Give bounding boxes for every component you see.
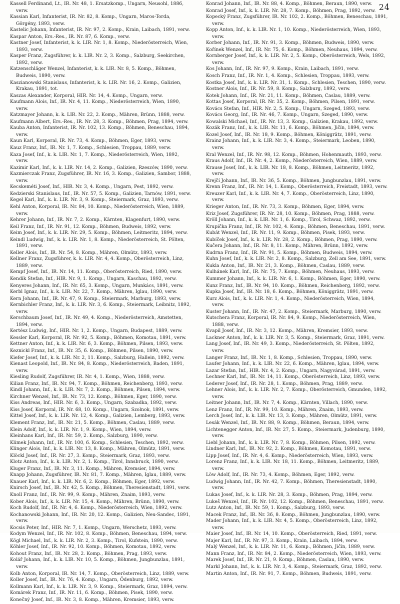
list-entry: Kazimir Karl, Inf., k. k. LIR. Nr. 14, 2. Komp., Galizien, Rzeszów, 1890, verw.: [10, 165, 188, 171]
list-entry: Kozel Josef, Inf., IR. Nr. 18, 9. Komp., Böhmen, Königgrätz, 1891, verw.: [206, 132, 372, 138]
list-entry: Krainz Johann, Inf., k. k. LIR. Nr. 3, 4. Komp., Steiermark, Leoben, 1890, verw.: [206, 139, 376, 152]
list-entry: Kreuzer Karl, Inf., k. k. LIR. Nr. 4, 7. Komp., Oberösterreich, Linz, 1890, verw.: [206, 191, 375, 204]
list-entry: Kupka Josef, Inf., IR. Nr. 18, 6. Komp., Böhmen, Königgrätz, 1891, verw.: [206, 290, 374, 296]
list-entry: Kaza Josef, Inf., k. k. LIR. Nr. 1, 7. Komp., Niederösterreich, Wien, 1892, verw.: [10, 152, 179, 165]
list-entry: Korber Johann, Inf., IR. Nr. 91, 3. Komp., Böhmen, Budweis, 1890, verw.: [206, 41, 375, 47]
list-entry: Macek Franz, Inf., IR. Nr. 36, 8. Komp., Böhmen, Jungbunzlau, 1890, verw.: [206, 512, 381, 518]
list-entry: Keim Josef, Inf., k. k. LIR. Nr. 29, 5. Komp., Böhmen, Leitmeritz, 1894, verw.: [10, 231, 188, 237]
list-entry: Kozák Franz, Inf., k. k. LIR. Nr. 11, 6. Komp., Böhmen, Jičín, 1894, verw.: [206, 126, 375, 132]
list-entry: Kořínek Wenzel, Inf., IR. Nr. 75, 6. Komp., Böhmen, Neuhaus, 1894, verw.: [206, 47, 378, 53]
list-entry: Mann Franz, Inf., IR. Nr. 84, 2. Komp., Niederösterreich, Wien, 1893, verw.: [206, 551, 382, 557]
list-entry: Kehl Anton, Korporal, IR. Nr. 84, 10. Komp., Niederösterreich, Wien, 1889, verw.: [10, 204, 185, 217]
list-entry: Konečný Josef, Inf., IR. Nr. 3, 8. Komp., Mähren, Kremsier, 1893, verw.: [10, 597, 175, 603]
list-entry: Klinger Alois, Inf., k. k. LIR. Nr. 13, 8. Komp., Mähren, Olmütz, 1891, verw.: [10, 447, 186, 453]
list-entry: Klimek Johann, Inf., IR. Nr. 100, 6. Komp., Schlesien, Teschen, 1892, verw.: [10, 440, 184, 446]
list-entry: Katzmayer Johann, k. k. LIR. Nr. 22, 2. Komp., Mähren, Brünn, 1888, verw.: [10, 113, 185, 119]
list-entry: Martin Anton, Inf., IR. Nr. 91, 7. Komp., Böhmen, Budweis, 1891, verw.: [206, 571, 372, 577]
list-entry: Katzenschläger Wenzel, Infanterist, k. k. LIR. Nr. 8, 5. Komp., Böhmen, Budweis, 1890, verw.: [10, 67, 176, 80]
list-entry: Kulhánek Karl, Inf., IR. Nr. 75, 7. Komp., Böhmen, Neuhaus, 1893, verw.: [206, 270, 375, 276]
columns: [10, 2, 388, 603]
list-entry: Lipp Josef, Inf., IR. Nr. 4, 6. Komp., Niederösterreich, Wien, 1893, verw.: [206, 453, 374, 459]
list-entry: Kolb Anton, Korporal, IR. Nr. 14, 7. Komp., Oberösterreich, Linz, 1889, verw.: [10, 571, 190, 577]
list-entry: Maier Josef, Inf., IR. Nr. 14, 10. Komp., Oberösterreich, Ried, 1891, verw.: [206, 532, 378, 538]
list-entry: Kendik Stefan, Inf., HIR. Nr. 9, 1. Komp., Ungarn, Kaschau, 1892, verw.: [10, 276, 177, 282]
list-entry: Kochanowski Johann, Inf., IR. Nr. 20, 12. Komp., Galizien, Neu-Sandec, 1891, verw.: [10, 512, 191, 525]
list-entry: Krieger Anton, Inf., IR. Nr. 73, 3. Komp., Böhmen, Eger, 1894, verw.: [206, 204, 365, 210]
list-entry: Kern Johann, Inf., IR. Nr. 47, 9. Komp., Steiermark, Marburg, 1893, verw.: [10, 296, 182, 302]
list-entry: Kaun Karl, Korporal, IR. Nr. 73, 4. Komp., Böhmen, Eger, 1893, verw.: [10, 139, 172, 145]
list-entry: Lazar Stefan, Inf., HIR. Nr. 4, 2. Komp., Ungarn, Nagyvárad, 1891, verw.: [206, 368, 376, 374]
list-entry: Kuhn Josef, Inf., k. k. LIR. Nr. 2, 8. Komp., Salzburg, Zell am See, 1891, verw.: [206, 257, 387, 263]
list-entry: Lechner Karl, Inf., IR. Nr. 14, 11. Komp., Oberösterreich, Linz, 1893, verw.: [206, 375, 381, 381]
list-entry: Majer Karl, Inf., IR. Nr. 97, 3. Komp., Krain, Laibach, 1894, verw.: [206, 538, 358, 544]
list-entry: Kriz Josef, Zugsführer, IR. Nr. 28, 10. Komp., Böhmen, Prag, 1888, verw.: [206, 211, 375, 217]
list-entry: Kopp Anton, Inf., k. k. LIR. Nr. 1, 10. Komp., Niederösterreich, Wien, 1893, verw.: [206, 28, 382, 40]
list-entry: Krenn Franz, Inf., IR. Nr. 14, 1. Komp., Oberösterreich, Freistadt, 1893, verw.: [206, 185, 388, 191]
list-entry: Kauz Franz, Inf., IR. Nr. 1, 7. Komp., Schlesien, Troppau, 1889, verw.: [10, 146, 172, 152]
list-entry: Kotek Johann, Inf., IR. Nr. 21, 11. Komp., Böhmen, Caslau, 1889, verw.: [206, 93, 371, 99]
list-entry: Koller Josef, Inf., IR. Nr. 76, 4. Komp., Ungarn, Ödenburg, 1892, verw.: [10, 578, 174, 584]
list-entry: Kögl Michael, Inf., k. k. LIR. Nr. 2, 3. Komp., Tirol, Kufstein, 1890, verw.: [10, 538, 179, 544]
list-entry: Kvapil Josef, Inf., IR. Nr. 3, 12. Komp., Mähren, Kremsier, 1893, verw.: [206, 329, 369, 335]
list-entry: Kaufmann Alois, Inf., IR. Nr. 4, 11. Komp., Niederösterreich, Wien, 1890, verw.: [10, 100, 181, 112]
list-entry: Kukla Anton, Inf., IR. Nr. 21, 3. Komp., Böhmen, Caslau, 1889, verw.: [206, 263, 366, 269]
list-entry: Koch Rudolf, Inf., IR. Nr. 4, 6. Komp., Niederösterreich, Wien, 1892, verw.: [10, 506, 183, 512]
list-entry: Kornberger Josef, Inf., k. k. LIR. Nr. 2, 5. Komp., Oberösterreich, Wels, 1892, verw.: [206, 54, 386, 66]
list-entry: Lindner Karl, Inf., IR. Nr. 92, 2. Komp., Böhmen, Komotau, 1891, verw.: [206, 447, 372, 453]
list-entry: Kindl Johann, Inf., k. k. LIR. Nr. 7, 2. Komp., Böhmen, Pilsen, 1894, verw.: [10, 388, 181, 394]
list-entry: Kenyeres Johann, Inf., IR. Nr. 65, 3. Komp., Ungarn, Munkács, 1891, verw.: [10, 283, 184, 289]
list-entry: Kiefer Josef, Inf., k. k. LIR. Nr. 2, 11. Komp., Salzburg, Hallein, 1892, verw.: [10, 355, 185, 361]
list-entry: Kocsis Peter, Inf., HIR. Nr. 7, 1. Komp., Ungarn, Werschetz, 1893, verw.: [10, 525, 177, 531]
list-entry: Kernbichler Franz, Inf., k. k. LIR. Nr. 3, 6. Komp., Steiermark, Leibnitz, 1892, verw.: [10, 303, 191, 315]
list-entry: Kollmann Karl, Inf., k. k. LIR. Nr. 3, 9. Komp., Steiermark, Graz, 1894, verw.: [10, 584, 188, 590]
list-entry: Kodym Wenzel, Inf., IR. Nr. 102, 8. Komp., Böhmen, Beneschau, 1894, verw.: [10, 532, 188, 538]
list-entry: Keller Alois, Inf., IR. Nr. 54, 8. Komp., Mähren, Olmütz, 1893, verw.: [10, 250, 168, 256]
list-entry: Kiesling Rudolf, Zugsführer, IR. Nr. 4, 1. Komp., Wien, 1888, verw.: [10, 375, 165, 381]
list-entry: Lang Josef, Inf., IR. Nr. 49, 3. Komp., Niederösterreich, St. Pölten, 1892, verw.: [206, 342, 375, 354]
list-entry: Kegel Karl, Inf., k. k. LIR. Nr. 3, 9. Komp., Steiermark, Graz, 1893, verw.: [10, 198, 179, 204]
list-entry: Kolář Johann, Inf., k. k. LIR. Nr. 10, 5. Komp., Böhmen, Jungbunzlau, 1891, verw.: [10, 558, 185, 571]
list-entry: Krejčí Johann, Inf., IR. Nr. 36, 5. Komp., Böhmen, Jungbunzlau, 1891, verw.: [206, 178, 382, 184]
list-entry: Kos Johann, Inf., IR. Nr. 97, 9. Komp., Krain, Laibach, 1891, verw.: [206, 67, 359, 73]
list-entry: Kaufmann Albert, Ers.-Res., IR. Nr. 28, 3. Komp., Böhmen, Prag, 1894, verw.: [10, 119, 189, 125]
list-entry: Kellner Franz, Zugsführer, k. k. LIR. Nr. 4, 4. Komp., Oberösterreich, Linz, 1889, verw.: [10, 257, 184, 269]
list-entry: Kaszas Alexander, Korporal, HIR. Nr. 14, 4. Komp., Ungarn, verw.: [10, 93, 163, 99]
list-entry: Lukas Josef, Inf., k. k. LIR. Nr. 28, 3. Komp., Böhmen, Prag, 1894, verw.: [206, 493, 373, 499]
list-entry: Kassell Ferdinand, Lt., IR. Nr. 48, 1. Ersatzkomp., Ungarn, Neusohl, 1886, verw.: [10, 2, 184, 14]
list-entry: Krause Josef, Inf., k. k. LIR. Nr. 18, 8. Komp., Böhmen, Leitmeritz, 1892, verw.: [206, 165, 375, 178]
list-entry: Lenz Franz, Inf., IR. Nr. 99, 10. Komp., Mähren, Znaim, 1893, verw.: [206, 407, 364, 413]
list-entry: Kudrna Franz, Inf., IR. Nr. 91, 5. Komp., Böhmen, Budweis, 1894, verw.: [206, 250, 373, 256]
list-entry: Kopecký Franz, Zugsführer, IR. Nr. 102, 2. Komp., Böhmen, Beneschau, 1891, verw.: [206, 15, 388, 27]
list-entry: Kiss Josef, Korporal, IR. Nr. 68, 10. Komp., Ungarn, Szolnok, 1891, verw.: [10, 407, 180, 413]
list-entry: Kempf Josef, Inf., IR. Nr. 14, 11. Komp., Oberösterreich, Ried, 1890, verw.: [10, 270, 183, 276]
list-entry: Knirsch Josef, Inf., IR. Nr. 42, 5. Komp., Böhmen, Theresienstadt, 1891, verw.: [10, 486, 191, 492]
list-entry: Kučera Johann, Inf., IR. Nr. 8, 11. Komp., Mähren, Brünn, 1892, verw.: [206, 244, 369, 250]
list-entry: Kienast Leopold, Inf., IR. Nr. 84, 8. Komp., Niederösterreich, Baden, 1891, verw.: [10, 362, 185, 374]
list-entry: Kluger Franz, Inf., IR. Nr. 3, 11. Komp., Mähren, Kremsier, 1894, verw.: [10, 466, 176, 472]
list-entry: Kuster Johann, Inf., IR. Nr. 47, 2. Komp., Steiermark, Marburg, 1890, verw.: [206, 309, 382, 315]
list-entry: Kerbl Ignaz, Inf., k. k. LIR. Nr. 22, 7. Komp., Mähren, Iglau, 1890, verw.: [10, 290, 178, 296]
list-entry: Lackner Anton, Inf., k. k. LIR. Nr. 3, 5. Komp., Steiermark, Graz, 1891, verw.: [206, 335, 385, 341]
list-entry: Knapp Johann, Zugsführer, IR. Nr. 81, 7. Komp., Mähren, Iglau, 1889, verw.: [10, 473, 187, 479]
list-entry: Kilian Franz, Inf., IR. Nr. 94, 7. Komp., Böhmen, Reichenberg, 1893, verw.: [10, 381, 183, 387]
list-entry: Kostka Josef, Inf., k. k. LIR. Nr. 31, 1. Komp., Schlesien, Teschen, 1890, verw.: [206, 80, 386, 86]
list-entry: Klein Adolf, Inf., k. k. LIR. Nr. 1, 9. Komp., Wien, 1894, verw.: [10, 427, 152, 433]
list-entry: Kertész Ludwig, Inf., HIR. Nr. 1, 2. Komp., Ungarn, Budapest, 1889, verw.: [10, 329, 183, 335]
list-entry: Mader Johann, Inf., k. k. LIR. Nr. 4, 5. Komp., Oberösterreich, Linz, 1892, verw.: [206, 519, 378, 531]
list-entry: Kassian Karl, Infanterist, IR. Nr. 82, 8. Komp., Ungarn, Maros-Torda, Görgény, 1893, verw.: [10, 15, 171, 27]
list-entry: Kubíček Josef, Inf., k. k. LIR. Nr. 28, 2. Komp., Böhmen, Prag, 1890, verw.: [206, 237, 378, 243]
list-entry: Lutz Anton, Inf., IR. Nr. 59, 1. Komp., Salzburg, 1893, verw.: [206, 506, 346, 512]
list-entry: Leitner Johann, Inf., IR. Nr. 7, 4. Komp., Kärnten, Villach, 1890, verw.: [206, 401, 369, 407]
list-entry: Kirchner Wenzel, Inf., IR. Nr. 73, 12. Komp., Böhmen, Eger, 1890, verw.: [10, 394, 177, 400]
left-column: [10, 2, 192, 603]
list-entry: Lorenz Franz, Inf., k. k. LIR. Nr. 18, 11. Komp., Böhmen, Leitmeritz, 1889, verw.: [206, 460, 380, 472]
list-entry: Kröll Johann, Inf., k. k. LIR. Nr. 1, 6. Komp., Tirol, Schwaz, 1892, verw.: [206, 218, 371, 224]
list-entry: Kunz Franz, Inf., IR. Nr. 94, 10. Komp., Böhmen, Reichenberg, 1892, verw.: [206, 283, 380, 289]
list-entry: Kummer Johann, Inf., k. k. LIR. Nr. 6, 1. Komp., Böhmen, Eger, 1890, verw.: [206, 276, 381, 282]
list-entry: Lerch Josef, Inf., k. k. LIR. Nr. 13, 3. Komp., Mähren, Olmütz, 1891, verw.: [206, 414, 378, 420]
list-entry: Kastner Josef, Infanterist, k. k. LIR. Nr. 1, 8. Komp., Niederösterreich, Wien, 1893, verw.: [10, 41, 189, 53]
list-entry: Keindl Ludwig, Inf., k. k. LIR. Nr. 1, 8. Komp., Niederösterreich, St. Pölten, 1891, verw.: [10, 237, 185, 250]
list-entry: Kowalski Michael, Inf., IR. Nr. 13, 3. Komp., Galizien, Krakau, 1892, verw.: [206, 119, 379, 125]
list-entry: Kastelic Johann, Infanterist, IR. Nr. 97, 2. Komp., Krain, Laibach, 1891, verw.: [10, 28, 190, 34]
list-entry: Kauba Anton, Infanterist, IR. Nr. 102, 13. Komp., Böhmen, Beneschau, 1894, verw.: [10, 126, 190, 138]
list-entry: Kober Alois, Inf., k. k. LIR. Nr. 15, 4. Komp., Mähren, Brünn, 1890, verw.: [10, 499, 180, 505]
list-entry: Kaspar Anton, Ers.-Res., IR. Nr. 87, 6. Komp., verw.: [10, 34, 131, 40]
list-entry: Markl Johann, Inf., k. k. LIR. Nr. 3, 4. Komp., Steiermark, Graz, 1892, verw.: [206, 565, 382, 571]
list-entry: Kazmierczak Franz, Zugsführer, IR. Nr. 16, 3. Komp., Galizien, Sambor, 1888, verw.: [10, 172, 192, 184]
list-entry: Keznickl Franz, Inf., IR. Nr. 35, 6. Komp., Böhmen, Pilsen, 1890, verw.: [10, 348, 174, 354]
list-entry: Kaszianowski Stanislaus, Infanterist, k. k. LIR. Nr. 16, 2. Komp., Galizien, Krakau, 1891, tot.: [10, 80, 182, 93]
list-entry: Kottas Josef, Korporal, IR. Nr. 35, 2. Komp., Böhmen, Pilsen, 1891, verw.: [206, 100, 375, 106]
list-entry: Kittel Josef, Inf., k. k. LIR. Nr. 12, 4. Komp., Galizien, Lemberg, 1893, verw.: [10, 414, 186, 420]
list-entry: Knoll Franz, Inf., IR. Nr. 99, 9. Komp., Mähren, Znaim, 1893, verw.: [10, 493, 166, 499]
list-entry: Lukeš Wenzel, Inf., IR. Nr. 102, 12. Komp., Böhmen, Beneschau, 1891, verw.: [206, 499, 384, 505]
list-entry: Keil Franz, Inf., IR. Nr. 91, 12. Komp., Böhmen, Budweis, 1892, verw.: [10, 224, 172, 230]
list-entry: Kasper Franz, Zugsführer, k. k. LIR. Nr. 2, 3. Komp., Salzburg, Seekirchen, 1892, verw.: [10, 54, 186, 66]
list-entry: Konrad Johann, Inf., IR. Nr. 88, 4. Komp., Böhmen, Beraun, 1890, verw.: [206, 2, 373, 7]
list-entry: Kral Wenzel, Inf., IR. Nr. 98, 12. Komp., Böhmen, Hohenmauth, 1893, verw.: [206, 152, 382, 158]
list-entry: Klöckl Josef, Inf., IR. Nr. 27, 3. Komp., Steiermark, Graz, 1893, verw.: [10, 453, 170, 459]
list-entry: Kecskeméti Josef, Inf., HIR. Nr. 3, 4. Komp., Ungarn, Pest, 1892, verw.: [10, 185, 174, 191]
list-entry: Komárek Franz, Inf., IR. Nr. 11, 6. Komp., Böhmen, Pisek, 1890, verw.: [10, 591, 173, 597]
list-entry: Kutschera Franz, Korporal, IR. Nr. 84, 9. Komp., Niederösterreich, Wien, 1888, verw.: [206, 316, 377, 328]
list-entry: Kiss Andreas, Inf., HIR. Nr. 6, 3. Komp., Ungarn, Szabadka, 1892, verw.: [10, 401, 178, 407]
list-entry: Kovács Stefan, Inf., HIR. Nr. 2, 5. Komp., Ungarn, Szeged, 1893, verw.: [206, 106, 371, 112]
list-entry: Klotz Anton, Inf., k. k. LIR. Nr. 2, 1. Komp., Tirol, Innsbruck, 1890, verw.: [10, 460, 179, 466]
list-entry: Lesák Wenzel, Inf., IR. Nr. 88, 9. Komp., Böhmen, Beraun, 1894, verw.: [206, 421, 370, 426]
list-entry: Marek Josef, Inf., IR. Nr. 21, 9. Komp., Böhmen, Caslau, 1890, verw.: [206, 558, 365, 564]
list-entry: Köhler Josef, Inf., IR. Nr. 92, 10. Komp., Böhmen, Komotau, 1892, verw.: [10, 545, 177, 551]
list-entry: Lederer Josef, Inf., IR. Nr. 28, 1. Komp., Böhmen, Prag, 1889, verw.: [206, 381, 363, 387]
list-entry: Kovács Georg, Inf., IR. Nr. 46, 7. Komp., Ungarn, Szeged, 1890, verw.: [206, 113, 369, 119]
list-entry: Krupička Franz, Inf., IR. Nr. 102, 4. Komp., Böhmen, Beneschau, 1891, verw.: [206, 224, 386, 230]
list-entry: Kleinhans Karl, Inf., IR. Nr. 59, 2. Komp., Salzburg, 1890, verw.: [10, 434, 158, 440]
list-entry: Malý Wenzel, Inf., k. k. LIR. Nr. 11, 6. Komp., Böhmen, Jičín, 1889, verw.: [206, 545, 376, 551]
list-entry: Kettner Anton, Inf., k. k. LIR. Nr. 6, 3. Komp., Böhmen, Pilsen, 1893, verw.: [10, 342, 184, 348]
list-entry: Lichtenegger Anton, Inf., IR. Nr. 27, 5. Komp., Steiermark, Judenburg, 1890, verw.: [206, 427, 385, 440]
list-entry: Konrad Josef, Inf., k. k. LIR. Nr. 28, 7. Komp., Böhmen, Prag, 1892, verw.: [206, 8, 376, 14]
right-column: [206, 2, 388, 577]
list-entry: Laufer Johann, Inf., k. k. LIR. Nr. 22, 6. Komp., Mähren, Iglau, 1894, verw.: [206, 362, 380, 368]
page-number: 24: [378, 3, 390, 12]
list-entry: Klement Franz, Inf., IR. Nr. 21, 5. Komp., Böhmen, Caslau, 1889, verw.: [10, 421, 175, 426]
list-entry: Löw Adolf, Inf., IR. Nr. 73, 4. Komp., Böhmen, Eger, 1892, verw.: [206, 473, 355, 479]
list-entry: Langer Franz, Inf., IR. Nr. 1, 8. Komp., Schlesien, Troppau, 1890, verw.: [206, 355, 373, 361]
list-entry: Kubát Wenzel, Inf., IR. Nr. 11, 9. Komp., Böhmen, Pisek, 1893, verw.: [206, 231, 366, 237]
list-entry: Ludwig Johann, Inf., IR. Nr. 42, 7. Komp., Böhmen, Theresienstadt, 1890, verw.: [206, 479, 377, 492]
list-entry: Knauer Karl, Inf., k. k. LIR. Nr. 6, 2. Komp., Böhmen, Eger, 1892, verw.: [10, 479, 176, 485]
list-entry: Kerschbaum Josef, Inf., IR. Nr. 49, 4. Komp., Niederösterreich, Amstetten, 1894, verw.: [10, 316, 183, 328]
list-entry: Kraus Adolf, Inf., IR. Nr. 4, 2. Komp., Niederösterreich, Wien, 1889, verw.: [206, 159, 378, 165]
list-entry: Kedzierski Stanislaus, Inf., IR. Nr. 57, 5. Komp., Galizien, Tarnów, 1891, verw.: [10, 191, 192, 197]
list-entry: Kosch Franz, Inf., IR. Nr. 1, 4. Komp., Schlesien, Troppau, 1893, verw.: [206, 74, 370, 80]
list-entry: Liebl Johann, Inf., k. k. LIR. Nr. 7, 8. Komp., Böhmen, Pilsen, 1892, verw.: [206, 440, 376, 446]
list-entry: Kessler Karl, Korporal, IR. Nr. 92, 5. Komp., Böhmen, Komotau, 1891, verw.: [10, 335, 187, 341]
list-entry: Kehrer Johann, Inf., IR. Nr. 7, 2. Komp., Kärnten, Klagenfurt, 1890, verw.: [10, 218, 181, 224]
list-entry: Kurz Alois, Inf., k. k. LIR. Nr. 1, 4. Komp., Niederösterreich, Wien, 1894, verw.: [206, 296, 375, 309]
list-entry: Lehner Alois, Inf., k. k. LIR. Nr. 2, 7. Komp., Oberösterreich, Gmunden, 1892, verw.: [206, 388, 387, 400]
list-entry: Kostner Alois, Inf., IR. Nr. 59, 8. Komp., Salzburg, 1892, verw.: [206, 87, 351, 93]
list-entry: Kohout Franz, Inf., IR. Nr. 28, 2. Komp., Böhmen, Prag, 1893, verw.: [10, 551, 168, 557]
